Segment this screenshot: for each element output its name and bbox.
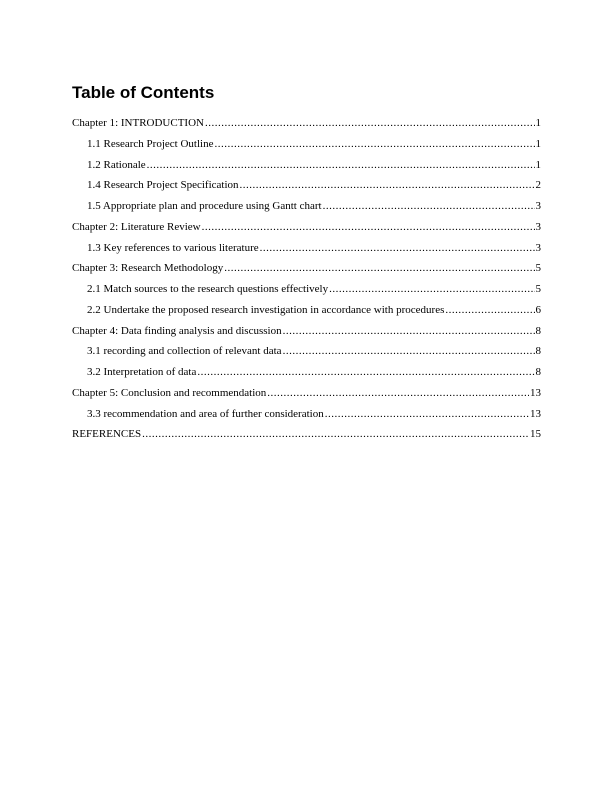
toc-entry[interactable]: [72, 117, 541, 138]
dot-leader: [240, 179, 535, 191]
toc-entry[interactable]: [72, 200, 541, 221]
toc-entry-text: 1.5 Appropriate plan and procedure using Gantt chart: [87, 200, 322, 212]
toc-entry-text: Chapter 4: Data finding analysis and discussion: [72, 324, 282, 337]
toc-page-number: 15: [530, 428, 541, 441]
dot-leader: [445, 304, 534, 316]
toc-entry-text: 3.2 Interpretation of data: [87, 366, 197, 378]
toc-entry-text: REFERENCES: [72, 428, 142, 441]
toc-page-number: 5: [535, 262, 541, 275]
toc-entry-text: 2.1 Match sources to the research questions effectively: [87, 283, 329, 295]
toc-page-number: 2: [535, 179, 541, 192]
toc-entry[interactable]: [72, 262, 541, 283]
toc-page-number: 13: [530, 407, 541, 420]
toc-entry[interactable]: [72, 138, 541, 159]
toc-entry[interactable]: [72, 387, 541, 408]
toc-entry[interactable]: [72, 366, 541, 387]
toc-entry-text: 1.3 Key references to various literature: [87, 241, 259, 254]
toc-entry[interactable]: [72, 159, 541, 180]
toc-page-number: 6: [535, 303, 541, 316]
toc-page-number: 1: [535, 137, 541, 150]
toc-entry-text: 3.1 recording and collection of relevant data: [87, 345, 282, 358]
dot-leader: [142, 428, 529, 440]
toc-entry[interactable]: [72, 408, 541, 429]
toc-page-number: 1: [535, 117, 541, 129]
dot-leader: [224, 262, 534, 274]
toc-entry[interactable]: [72, 179, 541, 200]
dot-leader: [323, 200, 535, 212]
toc-entry[interactable]: [72, 345, 541, 366]
dot-leader: [202, 221, 535, 233]
toc-page-number: 3: [535, 200, 541, 212]
toc-entry[interactable]: [72, 325, 541, 346]
toc-entry-text: Chapter 3: Research Methodology: [72, 262, 224, 275]
dot-leader: [283, 325, 535, 337]
toc-page-number: 8: [535, 345, 541, 358]
dot-leader: [214, 138, 534, 150]
toc-page-number: 5: [535, 283, 541, 295]
toc-entry[interactable]: [72, 283, 541, 304]
toc-entry[interactable]: [72, 242, 541, 263]
dot-leader: [197, 366, 534, 378]
toc-page-number: 1: [535, 158, 541, 171]
toc-entry-text: 3.3 recommendation and area of further consideration: [87, 407, 324, 420]
toc-entry-text: 1.1 Research Project Outline: [87, 137, 214, 150]
toc-entry-text: 2.2 Undertake the proposed research investigation in accordance with procedures: [87, 303, 445, 316]
page-title: Table of Contents: [72, 83, 215, 102]
toc-entry-text: 1.2 Rationale: [87, 158, 146, 171]
toc-entry-text: Chapter 2: Literature Review: [72, 220, 201, 233]
dot-leader: [283, 345, 535, 357]
toc-entry[interactable]: [72, 221, 541, 242]
toc-entry[interactable]: [72, 304, 541, 325]
toc-entry-text: Chapter 5: Conclusion and recommendation: [72, 386, 267, 399]
toc-page-number: 8: [535, 324, 541, 337]
dot-leader: [325, 408, 529, 420]
toc-page-number: 3: [535, 220, 541, 233]
dot-leader: [260, 242, 535, 254]
toc-list: [72, 117, 541, 449]
dot-leader: [267, 387, 529, 399]
dot-leader: [329, 283, 534, 295]
toc-entry[interactable]: [72, 428, 541, 449]
dot-leader: [147, 159, 535, 171]
toc-page-number: 8: [535, 366, 541, 378]
dot-leader: [205, 117, 535, 129]
toc-page-number: 3: [535, 241, 541, 254]
toc-page-number: 13: [530, 386, 541, 399]
toc-entry-text: 1.4 Research Project Specification: [87, 179, 239, 192]
toc-entry-text: Chapter 1: INTRODUCTION: [72, 117, 204, 129]
